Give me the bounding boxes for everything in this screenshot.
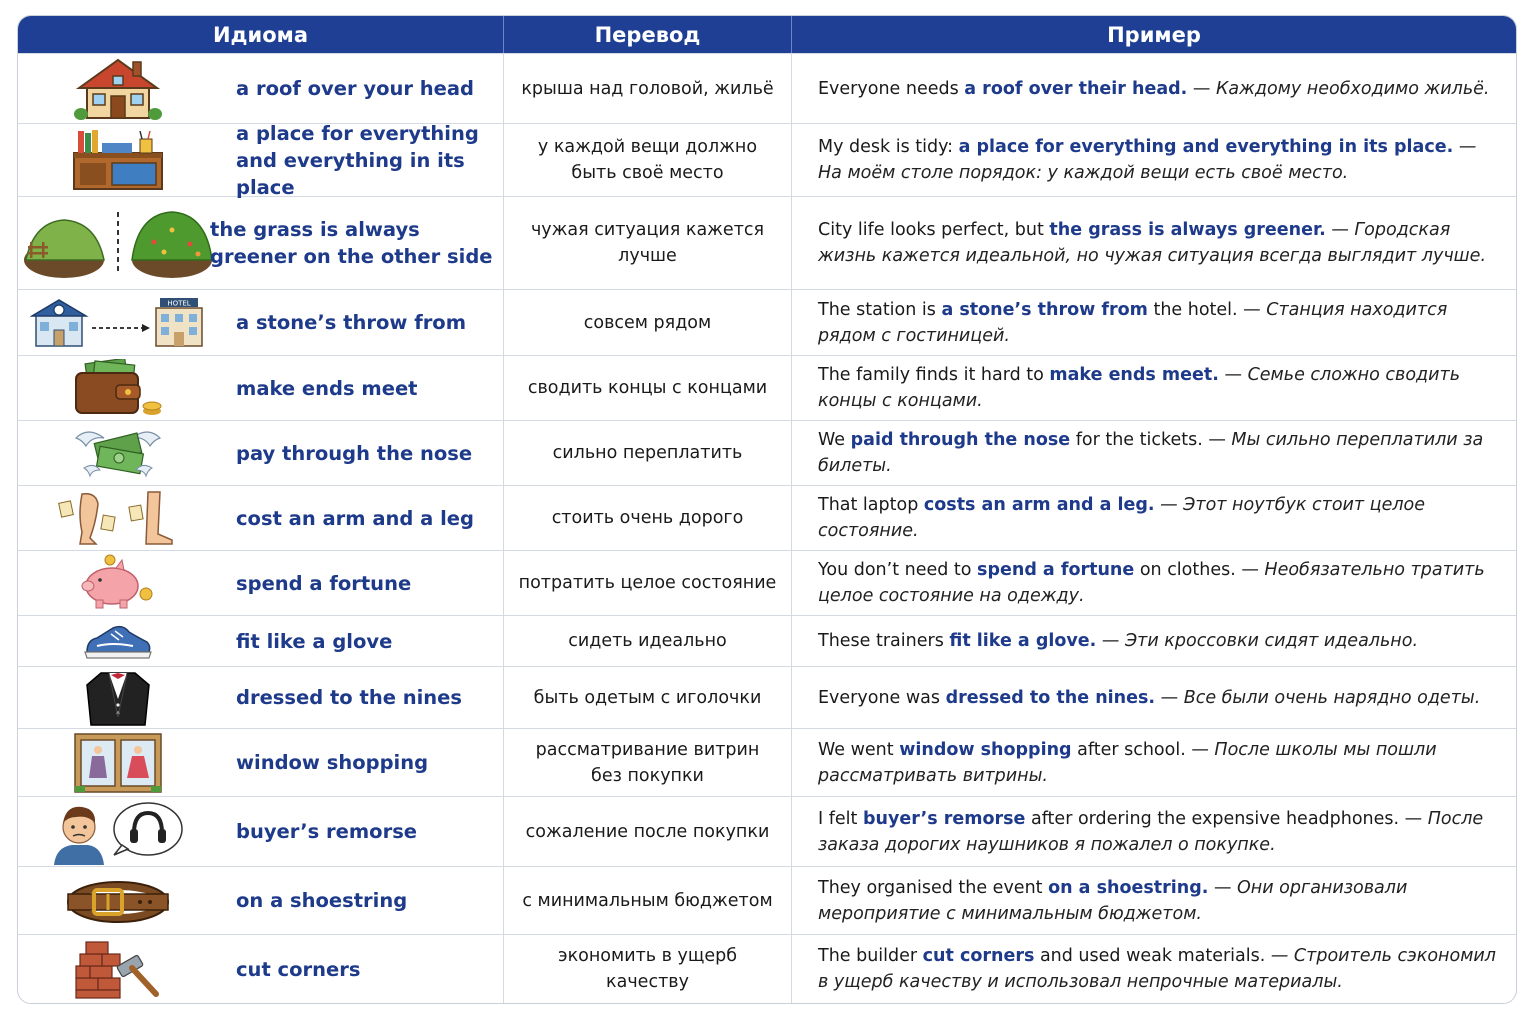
house-icon bbox=[18, 54, 218, 123]
table-row bbox=[18, 420, 1516, 485]
example-text: These trainers fit like a glove. — Эти кроссовки сидят идеально. bbox=[818, 631, 1419, 651]
table-row bbox=[18, 485, 1516, 550]
example-text: That laptop costs an arm and a leg. — Этот ноутбук стоит целое состояние. bbox=[818, 495, 1426, 541]
table-row bbox=[18, 866, 1516, 934]
idiom-text: fit like a glove bbox=[236, 629, 393, 653]
idiom-text: a roof over your head bbox=[236, 77, 474, 100]
tuxedo-icon bbox=[18, 667, 218, 728]
translation-text: сидеть идеально bbox=[504, 616, 792, 666]
table-row bbox=[18, 355, 1516, 420]
example-text: The station is a stone’s throw from the hotel. — Станция находится рядом с гостиницей. bbox=[818, 299, 1448, 346]
arm-leg-price-icon bbox=[18, 486, 218, 550]
idiom-text: spend a fortune bbox=[236, 571, 412, 595]
example-text: I felt buyer’s remorse after ordering the expensive headphones. — После заказа дорогих наушников я пожалел о покупке. bbox=[818, 808, 1484, 855]
sneaker-icon bbox=[18, 616, 218, 666]
example-text: Everyone was dressed to the nines. — Все были очень нарядно одеты. bbox=[818, 687, 1481, 708]
translation-text: быть одетым с иголочки bbox=[504, 667, 792, 728]
piggy-bank-icon bbox=[18, 551, 218, 615]
table-row bbox=[18, 666, 1516, 728]
header-idiom: Идиома bbox=[18, 16, 504, 53]
translation-text: у каждой вещи должно быть своё место bbox=[504, 124, 792, 196]
example-text: The builder cut corners and used weak materials. — Строитель сэкономил в ущерб качеству и использовал непрочные материалы. bbox=[818, 946, 1496, 992]
table-row bbox=[18, 934, 1516, 1003]
table-row bbox=[18, 121, 1516, 199]
example-text: The family finds it hard to make ends meet. — Семье сложно сводить концы с концами. bbox=[818, 365, 1461, 411]
table-row bbox=[18, 615, 1516, 666]
translation-text: рассматривание витрин без покупки bbox=[504, 729, 792, 796]
worried-buyer-headphones-icon bbox=[18, 797, 218, 866]
translation-text: чужая ситуация кажется лучше bbox=[504, 197, 792, 289]
table-row bbox=[18, 728, 1516, 796]
table-row bbox=[18, 550, 1516, 615]
idiom-text: a stone’s throw from bbox=[236, 311, 467, 334]
translation-text: сильно переплатить bbox=[504, 421, 792, 485]
example-text: My desk is tidy: a place for everything and everything in its place. — На моём столе порядок: у каждой вещи есть своё место. bbox=[818, 137, 1477, 183]
idiom-text: pay through the nose bbox=[236, 441, 473, 465]
example-text: We paid through the nose for the tickets. — Мы сильно переплатили за билеты. bbox=[818, 430, 1484, 476]
table-row bbox=[18, 53, 1516, 123]
idiom-text: on a shoestring bbox=[236, 889, 408, 912]
table-row bbox=[18, 289, 1516, 355]
header-translation: Перевод bbox=[504, 16, 792, 53]
translation-text: потратить целое состояние bbox=[504, 551, 792, 615]
hotel-sign-text: HOTEL bbox=[167, 299, 191, 307]
translation-text: экономить в ущерб качеству bbox=[504, 935, 792, 1003]
example-text: We went window shopping after school. — После школы мы пошли рассматривать витрины. bbox=[818, 739, 1437, 786]
green-hills-icon bbox=[18, 197, 218, 289]
shop-window-icon bbox=[18, 729, 218, 796]
example-text: They organised the event on a shoestring. — Они организовали мероприятие с минимальным бюджетом. bbox=[818, 877, 1408, 924]
belt-icon bbox=[18, 867, 218, 934]
table-header bbox=[18, 16, 1516, 53]
idiom-text: the grass is always greener on the other side bbox=[210, 218, 493, 268]
idiom-text: buyer’s remorse bbox=[236, 820, 418, 843]
idioms-table bbox=[17, 15, 1517, 1004]
translation-text: крыша над головой, жильё bbox=[504, 54, 792, 123]
translation-text: сожаление после покупки bbox=[504, 797, 792, 866]
idiom-text: window shopping bbox=[236, 751, 429, 774]
idiom-text: make ends meet bbox=[236, 376, 418, 400]
table-row bbox=[18, 196, 1516, 289]
header-example: Пример bbox=[1107, 22, 1201, 47]
bookshelf-icon bbox=[18, 124, 218, 196]
station-hotel-icon bbox=[18, 290, 218, 355]
idiom-text: cut corners bbox=[236, 957, 361, 981]
bricks-hammer-icon bbox=[18, 935, 218, 1003]
idiom-text: a place for everything and everything in its place bbox=[236, 121, 479, 199]
idiom-text: cost an arm and a leg bbox=[236, 506, 474, 530]
example-text: Everyone needs a roof over their head. — Каждому необходимо жильё. bbox=[818, 78, 1490, 99]
flying-money-icon bbox=[18, 421, 218, 485]
translation-text: совсем рядом bbox=[504, 290, 792, 355]
translation-text: сводить концы с концами bbox=[504, 356, 792, 420]
idiom-text: dressed to the nines bbox=[236, 686, 462, 709]
wallet-icon bbox=[18, 356, 218, 420]
example-text: You don’t need to spend a fortune on clothes. — Необязательно тратить целое состояние на одежду. bbox=[818, 560, 1485, 606]
translation-text: стоить очень дорого bbox=[504, 486, 792, 550]
example-text: City life looks perfect, but the grass is always greener. — Городская жизнь кажется идеальной, но чужая ситуация всегда выглядит лучше. bbox=[818, 220, 1487, 266]
translation-text: с минимальным бюджетом bbox=[504, 867, 792, 934]
table-row bbox=[18, 796, 1516, 866]
